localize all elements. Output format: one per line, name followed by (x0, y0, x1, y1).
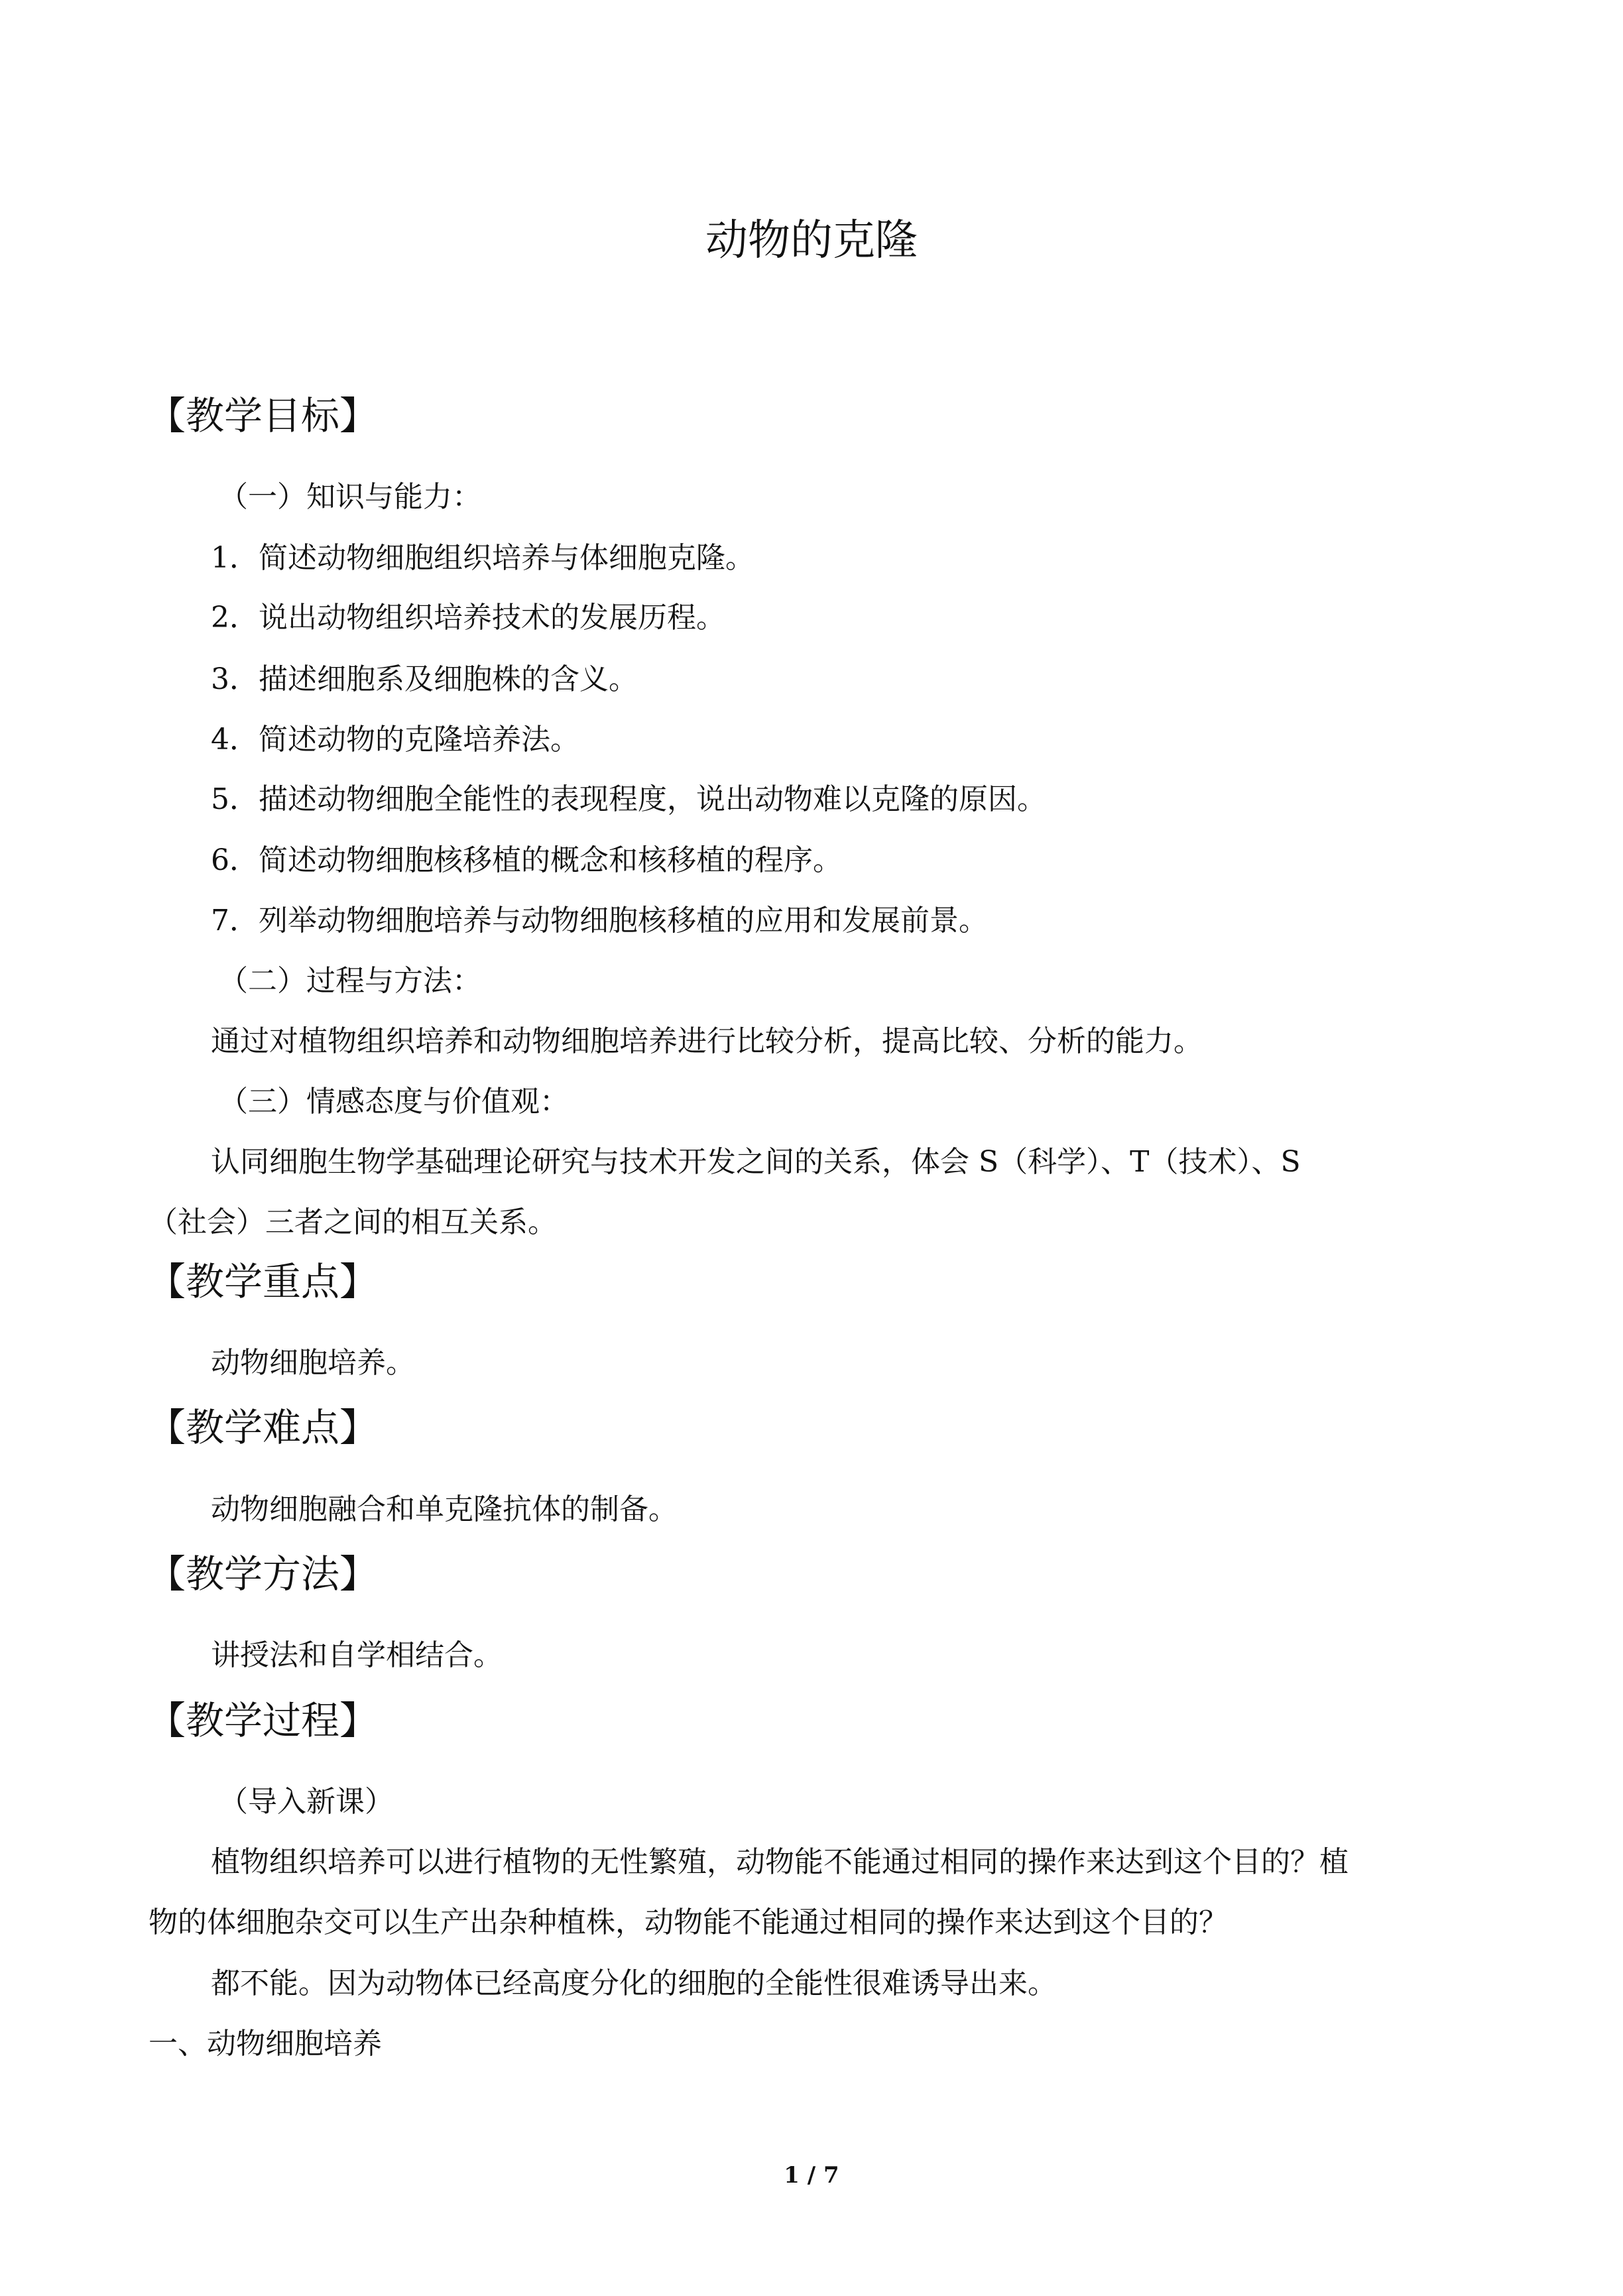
heading-objectives: 【教学目标】 (147, 393, 379, 438)
intro-answer: 都不能。因为动物体已经高度分化的细胞的全能性很难诱导出来。 (211, 1966, 1057, 2000)
heading-key-points: 【教学重点】 (147, 1259, 379, 1304)
subheading-values: （三）情感态度与价值观： (219, 1085, 569, 1118)
subheading-knowledge: （一）知识与能力： (219, 480, 481, 514)
objective-item-4: 4．简述动物的克隆培养法。 (211, 723, 579, 756)
section-animal-cell-culture: 一、动物细胞培养 (149, 2027, 382, 2061)
heading-methods: 【教学方法】 (147, 1551, 379, 1597)
objective-item-2: 2．说出动物组织培养技术的发展历程。 (211, 601, 725, 634)
difficulties-text: 动物细胞融合和单克隆抗体的制备。 (211, 1492, 678, 1526)
objective-item-3: 3．描述细胞系及细胞株的含义。 (211, 662, 638, 696)
objective-item-1: 1．简述动物细胞组织培养与体细胞克隆。 (211, 541, 754, 575)
key-points-text: 动物细胞培养。 (211, 1346, 415, 1380)
page-number: 1 / 7 (784, 2162, 839, 2189)
heading-process: 【教学过程】 (147, 1698, 379, 1743)
methods-text: 讲授法和自学相结合。 (211, 1638, 503, 1672)
objective-item-6: 6．简述动物细胞核移植的概念和核移植的程序。 (211, 843, 842, 877)
values-text-line-1: 认同细胞生物学基础理论研究与技术开发之间的关系，体会 S（科学）、T（技术）、S (211, 1145, 1301, 1179)
heading-difficulties: 【教学难点】 (147, 1405, 379, 1450)
objective-item-5: 5．描述动物细胞全能性的表现程度，说出动物难以克隆的原因。 (211, 782, 1046, 816)
subheading-process-method: （二）过程与方法： (219, 964, 481, 998)
process-method-text: 通过对植物组织培养和动物细胞培养进行比较分析，提高比较、分析的能力。 (211, 1024, 1203, 1058)
document-title: 动物的克隆 (705, 216, 918, 265)
values-text-line-2: （社会）三者之间的相互关系。 (149, 1205, 557, 1239)
intro-paragraph-line-1: 植物组织培养可以进行植物的无性繁殖，动物能不能通过相同的操作来达到这个目的？植 (211, 1845, 1349, 1879)
intro-paragraph-line-2: 物的体细胞杂交可以生产出杂种植株，动物能不能通过相同的操作来达到这个目的？ (149, 1905, 1228, 1939)
intro-label: （导入新课） (219, 1785, 394, 1819)
objective-item-7: 7．列举动物细胞培养与动物细胞核移植的应用和发展前景。 (211, 904, 988, 937)
